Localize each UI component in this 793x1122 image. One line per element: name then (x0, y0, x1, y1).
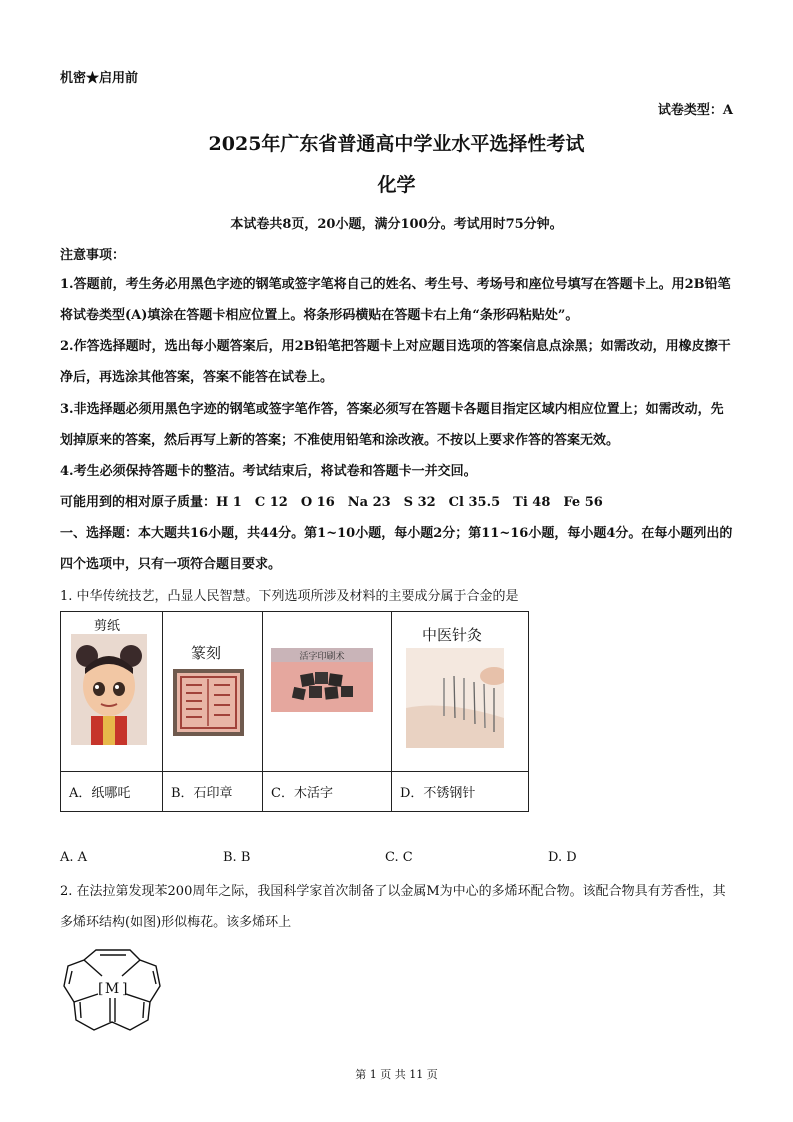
option-c-image-cell (263, 612, 392, 772)
stone-seal-image (173, 669, 244, 736)
option-a-image-cell (61, 612, 163, 772)
note-3: 3.非选择题必须用黑色字迹的钢笔或签字笔作答，答案必须写在答题卡各题目指定区域内相应位置上；如需改动，先划掉原来的答案，然后再写上新的答案；不准使用铅笔和涂改液。不按以上要求作答的答案无效。 (60, 402, 724, 448)
confidential-label: 机密★启用前 (60, 71, 139, 86)
option-d-image-cell (392, 612, 529, 772)
polyene-ring-structure (60, 938, 164, 1036)
option-b-label: B．石印章 (163, 772, 263, 812)
answer-b: B. B (223, 850, 251, 865)
subject-title: 化学 (377, 174, 416, 196)
option-a-label: A．纸哪吒 (61, 772, 163, 812)
note-4: 4.考生必须保持答题卡的整洁。考试结束后，将试卷和答题卡一并交回。 (60, 464, 477, 479)
page-footer: 第 1 页 共 11 页 (355, 1068, 438, 1081)
option-c-label: C．木活字 (263, 772, 392, 812)
answer-c: C. C (385, 850, 413, 865)
movable-type-caption: 活字印刷术 (299, 652, 345, 662)
caption-papercut: 剪纸 (94, 619, 121, 634)
q1-stem: 1. 中华传统技艺，凸显人民智慧。下列选项所涉及材料的主要成分属于合金的是 (60, 589, 519, 604)
q2-stem: 2. 在法拉第发现苯200周年之际，我国科学家首次制备了以金属M为中心的多烯环配合物。该配合物具有芳香性，其多烯环结构(如图)形似梅花。该多烯环上 (60, 884, 726, 930)
exam-title: 2025年广东省普通高中学业水平选择性考试 (208, 133, 585, 155)
note-2: 2.作答选择题时，选出每小题答案后，用2B铅笔把答题卡上对应题目选项的答案信息点涂黑；如需改动，用橡皮擦干净后，再选涂其他答案，答案不能答在试卷上。 (60, 339, 731, 385)
acupuncture-needles-image (406, 648, 504, 748)
option-d-label: D．不锈钢针 (392, 772, 529, 812)
svg-text:]: ] (122, 981, 128, 997)
papercut-figure-image (71, 634, 147, 745)
caption-acupuncture: 中医针灸 (422, 626, 483, 644)
section1-heading: 一、选择题：本大题共16小题，共44分。第1~10小题，每小题2分；第11~16小题，每小题4分。在每小题列出的四个选项中，只有一项符合题目要求。 (60, 526, 733, 572)
movable-type-image (271, 648, 373, 712)
atomic-masses: 可能用到的相对原子质量：H 1 C 12 O 16 Na 23 S 32 Cl 35.5 Ti 48 Fe 56 (60, 495, 603, 510)
notes-heading: 注意事项： (60, 248, 126, 263)
exam-info: 本试卷共8页，20小题，满分100分。考试用时75分钟。 (230, 217, 563, 232)
svg-text:[: [ (98, 981, 104, 997)
caption-seal: 篆刻 (191, 644, 222, 662)
metal-center-label: M (104, 981, 120, 997)
q1-answer-choices (0, 850, 793, 870)
answer-d: D. D (548, 850, 577, 865)
note-1: 1.答题前，考生务必用黑色字迹的钢笔或签字笔将自己的姓名、考生号、考场号和座位号填写在答题卡上。用2B铅笔将试卷类型(A)填涂在答题卡相应位置上。将条形码横贴在答题卡右上角“条形码粘贴处”。 (60, 277, 731, 323)
q1-options-table (60, 611, 529, 812)
answer-a: A. A (60, 850, 88, 865)
option-b-image-cell (163, 612, 263, 772)
paper-type: 试卷类型：A (657, 103, 733, 118)
